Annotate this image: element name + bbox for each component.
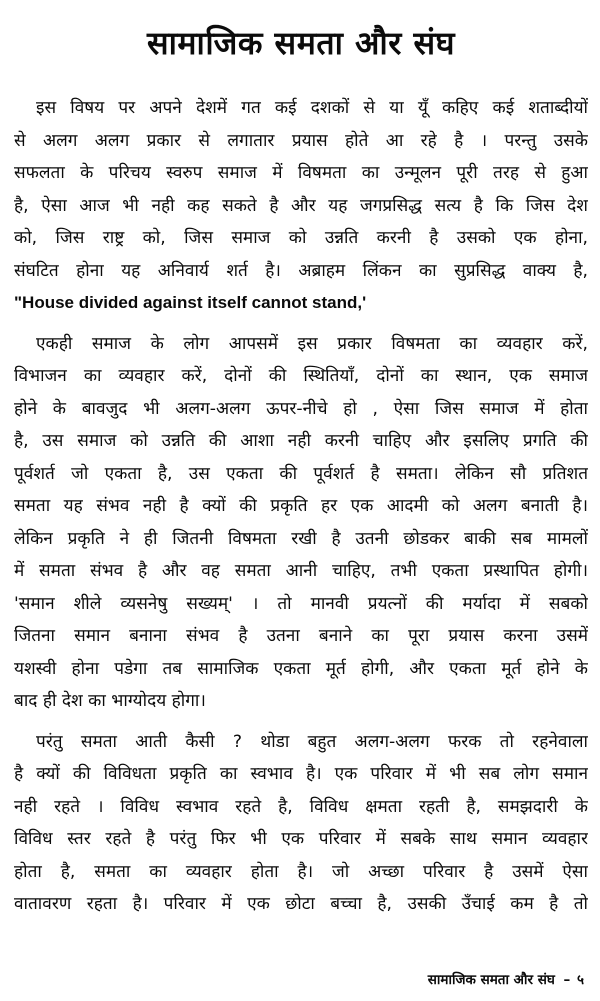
page-number: ५ [576, 972, 584, 988]
text-line: 'समान शीले व्यसनेषु सख्यम्' । तो मानवी प्रयत्नों की मर्यादा में सबको [14, 593, 588, 614]
text-line: है, ऐसा आज भी नही कह सकते है और यह जगप्रसिद्ध सत्य है कि जिस देश [14, 195, 588, 216]
text-line: को, जिस राष्ट्र को, जिस समाज को उन्नति करनी है उसको एक होना, [14, 228, 588, 248]
footer-separator: – [563, 972, 571, 988]
text-line: पूर्वशर्त जो एकता है, उस एकता की पूर्वशर्त है समता। लेकिन सौ प्रतिशत [14, 463, 588, 484]
text-line: एकही समाज के लोग आपसमें इस प्रकार विषमता का व्यवहार करें, [36, 333, 588, 354]
running-title: सामाजिक समता और संघ [427, 972, 555, 988]
text-line: लेकिन प्रकृति ने ही जितनी विषमता रखी है उतनी छोडकर बाकी सब मामलों [14, 528, 588, 549]
text-line: होता है, समता का व्यवहार होता है। जो अच्छा परिवार है उसमें ऐसा [14, 861, 588, 882]
text-line: समता यह संभव नही है क्यों की प्रकृति हर एक आदमी को अलग बनाती है। [14, 496, 588, 516]
text-line: है, उस समाज को उन्नति की आशा नही करनी चाहिए और इसलिए प्रगति की [14, 431, 588, 451]
text-line: बाद ही देश का भाग्योदय होगा। [14, 691, 206, 711]
text-line: वातावरण रहता है। परिवार में एक छोटा बच्चा है, उसकी उँचाई कम है तो [14, 894, 588, 914]
text-line: विविध स्तर रहते है परंतु फिर भी एक परिवार में सबके साथ समान व्यवहार [14, 829, 588, 849]
text-line: में समता संभव है और वह समता आनी चाहिए, तभी एकता प्रस्थापित होगी। [14, 561, 588, 581]
quotation-line: "House divided against itself cannot stand,' [14, 293, 367, 312]
text-line: विभाजन का व्यवहार करें, दोनों की स्थितियाँ, दोनों का स्थान, एक समाज [14, 366, 588, 386]
text-line: जितना समान बनाना संभव है उतना बनाने का पूरा प्रयास करना उसमें [14, 626, 588, 646]
text-line: होने के बावजुद भी अलग-अलग ऊपर-नीचे हो , ऐसा जिस समाज में होता [14, 398, 588, 419]
text-line: है क्यों की विविधता प्रकृति का स्वभाव है। एक परिवार में भी सब लोग समान [14, 764, 588, 784]
text-line: नही रहते । विविध स्वभाव रहते है, विविध क्षमता रहती है, समझदारी के [14, 796, 588, 817]
page-footer [428, 971, 584, 989]
text-line: सफलता के परिचय स्वरुप समाज में विषमता का उन्मूलन पूरी तरह से हुआ [14, 163, 588, 183]
text-line: से अलग अलग प्रकार से लगातार प्रयास होते आ रहे है । परन्तु उसके [14, 130, 588, 151]
page-title: सामाजिक समता और संघ [146, 24, 456, 62]
paragraph-1 [14, 92, 588, 320]
text-line: यशस्वी होना पडेगा तब सामाजिक एकता मूर्त होगी, और एकता मूर्त होने के [14, 658, 588, 679]
text-line: संघटित होना यह अनिवार्य शर्त है। अब्राहम लिंकन का सुप्रसिद्ध वाक्य है, [14, 260, 588, 281]
text-line: परंतु समता आती कैसी ? थोडा बहुत अलग-अलग फरक तो रहनेवाला [36, 731, 588, 752]
text-line: इस विषय पर अपने देशमें गत कई दशकों से या यूँ कहिए कई शताब्दीयों [36, 98, 588, 118]
paragraph-3 [14, 726, 588, 921]
paragraph-2 [14, 328, 588, 718]
